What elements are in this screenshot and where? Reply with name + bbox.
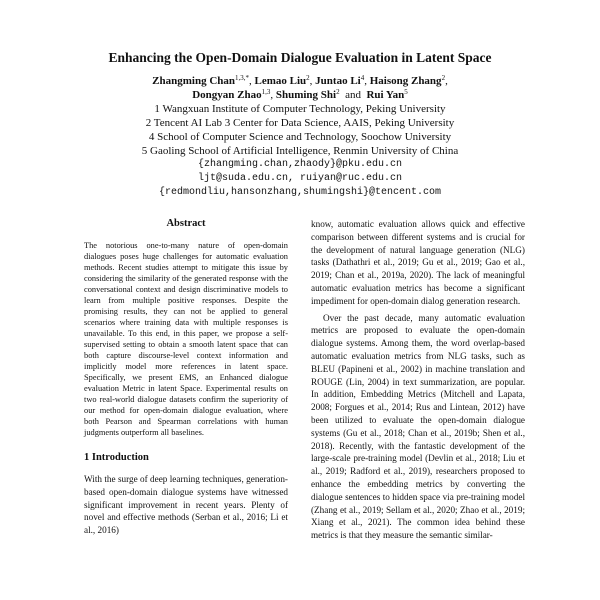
author-sup: 2 <box>441 74 446 82</box>
section-heading: 1 Introduction <box>84 452 149 463</box>
author-sup: 1,3 <box>261 88 271 96</box>
affiliation: 5 Gaoling School of Artificial Intelligence, Renmin University of China <box>141 145 459 157</box>
author-name: Lemao Liu <box>254 75 307 87</box>
intro-paragraph: With the surge of deep learning techniques, generation-based open-domain dialogue systems have witnessed significant improvement in recent years. Plenty of novel and effective methods (Serban et al., 2016; Li et al., 2016) <box>84 474 288 536</box>
author-sup: 2 <box>306 74 310 82</box>
author-sup: 2 <box>336 88 340 96</box>
author-line-2: Dongyan Zhao$^{1,3}$, Shuming Shi$^2$ and Rui Yan$^5$ <box>192 88 408 101</box>
author-name: Rui Yan <box>366 89 405 101</box>
affiliation: 1 Wangxuan Institute of Computer Technology, Peking University <box>154 103 446 115</box>
and-word: and <box>345 89 361 101</box>
author-sup: 5 <box>404 88 408 96</box>
author-name: Haisong Zhang <box>369 75 442 87</box>
author-name: Zhangming Chan <box>152 75 236 87</box>
right-column <box>311 218 525 542</box>
abstract-text: The notorious one-to-many nature of open-domain dialogues poses huge challenges for automatic evaluation methods. Recent studies attempt to mitigate this issue by considering the similarity of the generated response with the conversational context and design discriminative models to learn from multiple positive responses. Despite the promising results, they can not be applied to general scenarios where training data with multiple responses is unavailable. To this end, in this paper, we propose a self-supervised setting to obtain a smooth latent space that can both capture discourse-level context information and implicitly model more references in latent space. Specifically, we present EMS, an Enhanced dialogue evaluation Metric in latent Space. Experimental results on two real-world dialogue datasets confirm the superiority of our method for open-domain dialogue evaluation, where both Pearson and Spearman correlations with human judgments outperform all baselines. <box>84 241 288 437</box>
author-name: Shuming Shi <box>275 89 337 101</box>
body-paragraph: Over the past decade, many automatic evaluation metrics are proposed to evaluate the open-domain dialogue systems. Among them, the word overlap-based automatic evaluation metrics from NLG tasks, such as BLEU (Papineni et al., 2002) in machine translation and ROUGE (Lin, 2004) in text summarization, are popular. In addition, Embedding Metrics (Mitchell and Lapata, 2008; Forgues et al., 2014; Rus and Lintean, 2012) have been utilized to evaluate the open-domain dialogue systems (Gu et al., 2018; Chan et al., 2019b; Shen et al., 2018). Recently, with the fantastic development of the large-scale pre-training model (Devlin et al., 2018; Liu et al., 2019; Radford et al., 2019), researchers proposed to enhance the embedding metrics by converting the dialogue sentences to hidden space via pre-training model (Zhang et al., 2019; Sellam et al., 2020; Zhao et al., 2019; Xiang et al., 2021). The common idea behind these metrics is that they measure the semantic similar- <box>311 312 525 541</box>
email-line: {zhangming.chan,zhaody}@pku.edu.cn <box>197 159 403 170</box>
email-line: ljt@suda.edu.cn, ruiyan@ruc.edu.cn <box>197 173 403 184</box>
left-column <box>84 218 288 537</box>
email-line: {redmondliu,hansonzhang,shumingshi}@tencent.com <box>158 187 442 198</box>
author-sup: 4 <box>360 74 365 82</box>
affiliation: 4 School of Computer Science and Technology, Soochow University <box>148 131 452 143</box>
author-block <box>0 74 600 200</box>
author-sup: 1,3,* <box>235 74 250 82</box>
abstract-heading: Abstract <box>166 218 206 229</box>
paper-title: Enhancing the Open-Domain Dialogue Evaluation in Latent Space <box>108 50 492 65</box>
author-name: Juntao Li <box>315 75 361 87</box>
affiliation: 2 Tencent AI Lab 3 Center for Data Science, AAIS, Peking University <box>145 117 455 129</box>
author-name: Dongyan Zhao <box>192 89 262 101</box>
author-line-1: Zhangming Chan$^{1,3,*}$, Lemao Liu$^2$, Juntao Li$^4$, Haisong Zhang$^2$, <box>152 74 448 87</box>
body-paragraph: know, automatic evaluation allows quick and effective comparison between different systems and is crucial for the development of natural language generation (NLG) tasks (Dathathri et al., 2019; Gu et al., 2019; Gao et al., 2019; Chan et al., 2019a, 2020). The lack of meaningful automatic evaluation metrics has become a significant impediment for open-domain dialog generation research. <box>311 219 525 306</box>
